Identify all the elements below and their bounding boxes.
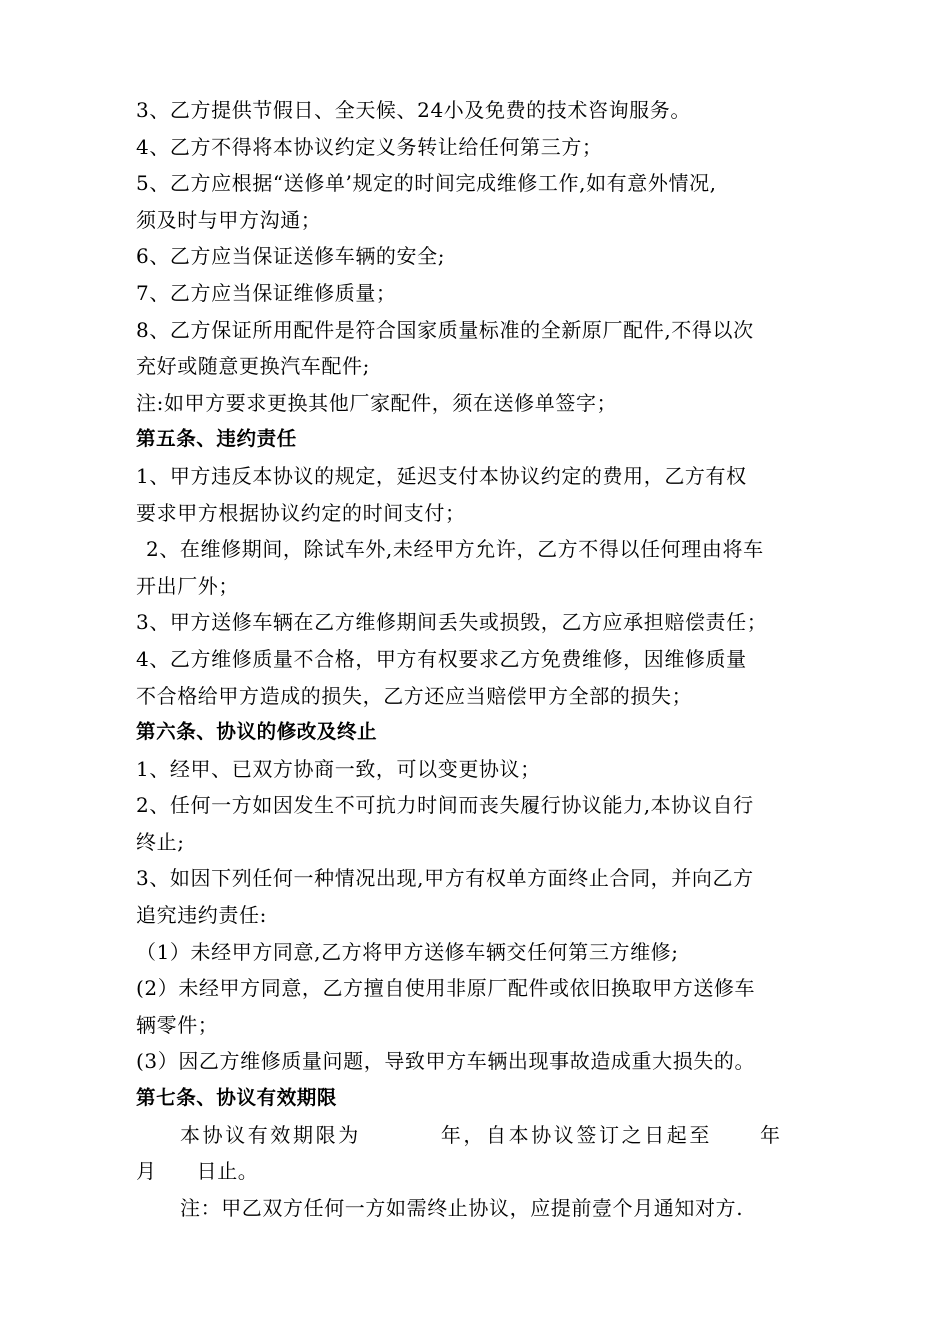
term-text-c: 年 [760,1122,783,1147]
clause-line: 不合格给甲方造成的损失，乙方还应当赔偿甲方全部的损失； [136,683,693,708]
clause-line: 4、乙方维修质量不合格，甲方有权要求乙方免费维修，因维修质量 [136,646,747,671]
term-text-e: 日止。 [196,1159,259,1184]
clause-line: 2、在维修期间，除试车外,未经甲方允许，乙方不得以任何理由将车 [146,537,764,562]
termination-note: 注：甲乙双方任何一方如需终止协议，应提前壹个月通知对方. [180,1195,744,1220]
clause-line: 1、经甲、已双方协商一致，可以变更协议； [136,756,541,781]
sub-clause-line: (3）因乙方维修质量问题，导致甲方车辆出现事故造成重大损失的。 [136,1049,756,1074]
clause-line: 开出厂外； [136,573,239,598]
clause-line: 3、如因下列任何一种情况出现,甲方有权单方面终止合同，并向乙方 [136,866,754,891]
clause-line: 2、任何一方如因发生不可抗力时间而丧失履行协议能力,本协议自行 [136,793,754,818]
note-line: 注:如甲方要求更换其他厂家配件，须在送修单签字； [136,390,618,415]
clause-line: 7、乙方应当保证维修质量； [136,280,397,305]
document-page [136,92,816,1226]
sub-clause-line: （1）未经甲方同意,乙方将甲方送修车辆交任何第三方维修; [136,939,679,964]
clause-line: 要求甲方根据协议约定的时间支付； [136,500,466,525]
clause-line: 充好或随意更换汽车配件; [136,354,370,379]
clause-line: 3、甲方送修车辆在乙方维修期间丢失或损毁，乙方应承担赔偿责任； [136,610,768,635]
section-heading-5: 第五条、违约责任 [136,427,297,451]
term-line [136,1117,816,1154]
clause-line: 终止; [136,829,185,854]
clause-line: 5、乙方应根据“送修单’规定的时间完成维修工作,如有意外情况, [136,171,717,196]
section-heading-6: 第六条、协议的修改及终止 [136,720,378,744]
term-text-a: 本协议有效期限为 [180,1122,361,1147]
clause-line: 1、甲方违反本协议的规定，延迟支付本协议约定的费用，乙方有权 [136,463,747,488]
clause-line: 4、乙方不得将本协议约定义务转让给任何第三方； [136,134,603,159]
sub-clause-line: 辆零件； [136,1012,219,1037]
clause-line: 8、乙方保证所用配件是符合国家质量标准的全新原厂配件,不得以次 [136,317,754,342]
term-line-2 [136,1153,816,1190]
clause-line: 6、乙方应当保证送修车辆的安全; [136,244,446,269]
section-heading-7: 第七条、协议有效期限 [136,1086,338,1110]
clause-line: 3、乙方提供节假日、全天候、24小及免费的技术咨询服务。 [136,98,691,122]
term-text-b: 年，自本协议签订之日起至 [440,1122,713,1147]
clause-line: 追究违约责任: [136,903,267,928]
clause-line: 须及时与甲方沟通； [136,207,322,232]
sub-clause-line: (2）未经甲方同意，乙方擅自使用非原厂配件或依旧换取甲方送修车 [136,976,756,1001]
term-text-d: 月 [136,1159,157,1184]
